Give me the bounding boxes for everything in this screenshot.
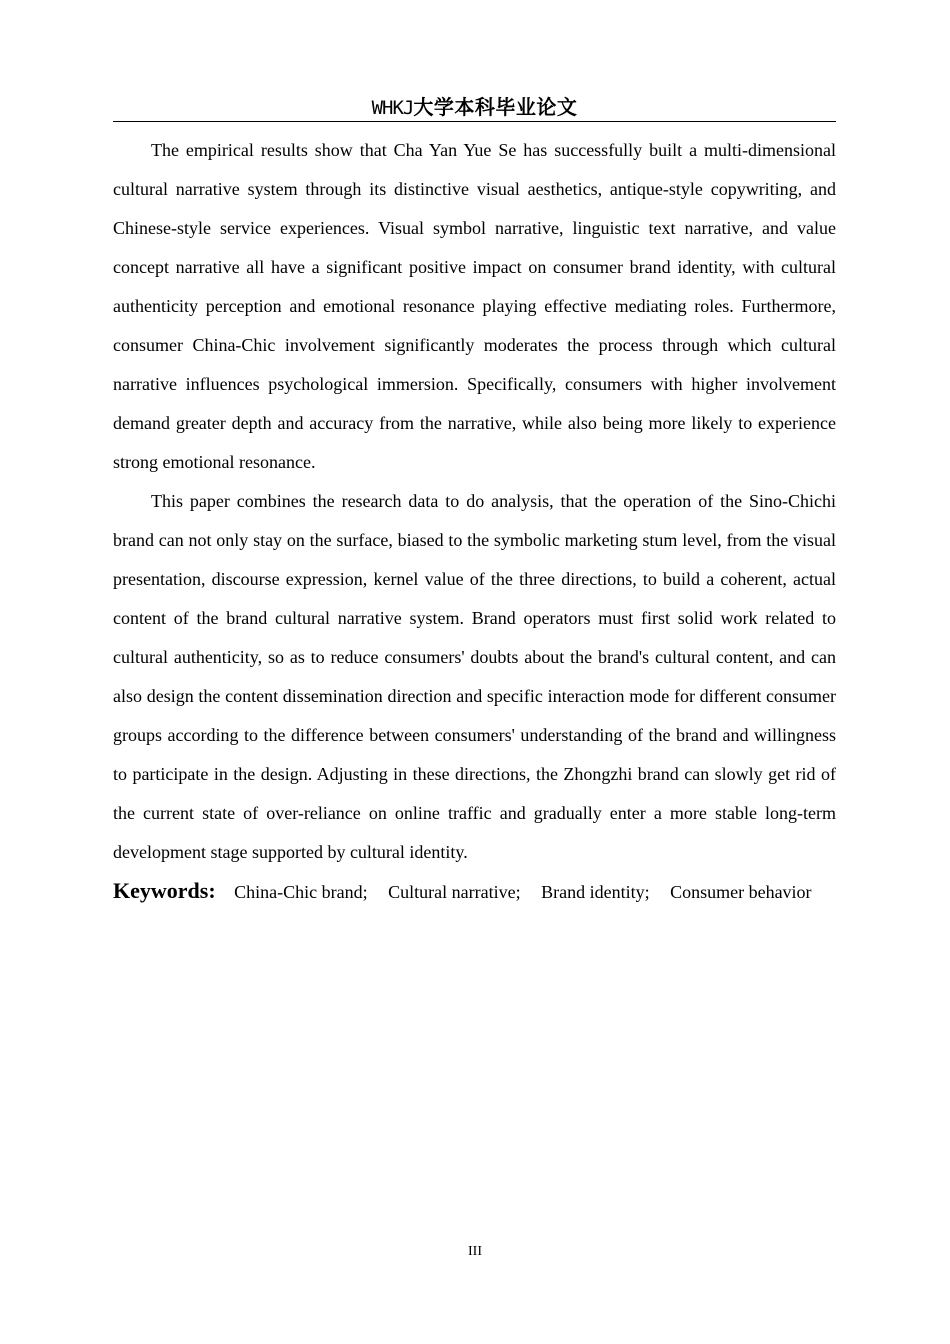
keyword-item: China-Chic brand; <box>234 882 368 902</box>
abstract-paragraph-2: This paper combines the research data to do analysis, that the operation of the Sino-Chichi brand can not only stay on the surface, biased to the symbolic marketing stum level, from the visual presentation, discourse expression, kernel value of the three directions, to build a coherent, actual content of the brand cultural narrative system. Brand operators must first solid work related to cultural authenticity, so as to reduce consumers' doubts about the brand's cultural content, and can also design the content dissemination direction and specific interaction mode for different consumer groups according to the difference between consumers' understanding of the brand and willingness to participate in the design. Adjusting in these directions, the Zhongzhi brand can slowly get rid of the current state of over-reliance on online traffic and gradually enter a more stable long-term development stage supported by cultural identity. <box>113 491 836 862</box>
page-header <box>113 94 836 120</box>
header-school-code: WHKJ <box>371 97 414 119</box>
keywords-label: Keywords: <box>113 878 216 903</box>
keywords-line <box>113 875 836 908</box>
header-thesis-title: 大学本科毕业论文 <box>413 95 578 119</box>
header-rule <box>113 121 836 122</box>
page-number: III <box>468 1244 482 1259</box>
keyword-item: Brand identity; <box>541 882 650 902</box>
abstract-body <box>113 131 836 908</box>
abstract-paragraph-1: The empirical results show that Cha Yan Yue Se has successfully built a multi-dimensional cultural narrative system through its distinctive visual aesthetics, antique-style copywriting, and Chinese-style service experiences. Visual symbol narrative, linguistic text narrative, and value concept narrative all have a significant positive impact on consumer brand identity, with cultural authenticity perception and emotional resonance playing effective mediating roles. Furthermore, consumer China-Chic involvement significantly moderates the process through which cultural narrative influences psychological immersion. Specifically, consumers with higher involvement demand greater depth and accuracy from the narrative, while also being more likely to experience strong emotional resonance. <box>113 140 836 472</box>
keyword-item: Consumer behavior <box>670 882 812 902</box>
keyword-item: Cultural narrative; <box>388 882 521 902</box>
